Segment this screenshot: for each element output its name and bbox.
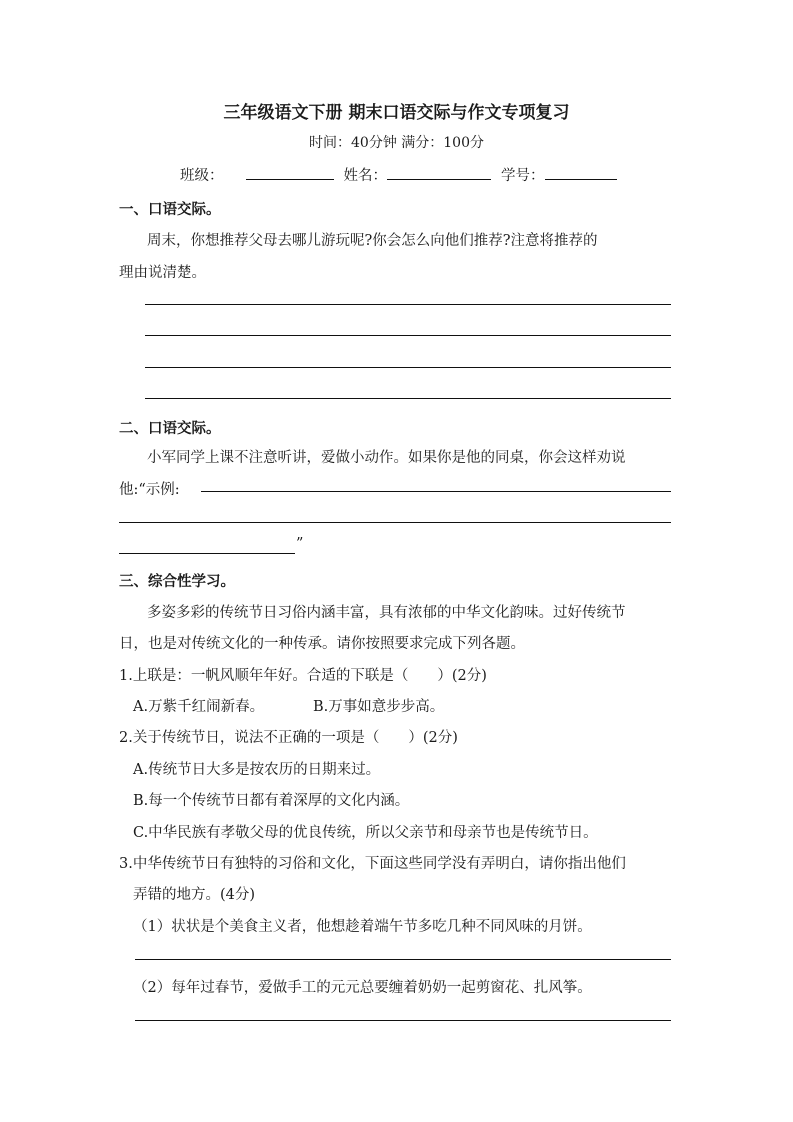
answer-line-4[interactable] xyxy=(145,398,671,399)
q1-option-b[interactable]: B.万事如意步步高。 xyxy=(313,699,445,715)
closing-quote: ” xyxy=(296,536,304,552)
section3-intro-line2: 日，也是对传统文化的一种传承。请你按照要求完成下列各题。 xyxy=(119,636,525,652)
page-title: 三年级语文下册 期末口语交际与作文专项复习 xyxy=(223,103,570,123)
number-blank[interactable] xyxy=(545,165,617,180)
section2-heading: 二、口语交际。 xyxy=(119,421,221,437)
q3-item-1: （1）状状是个美食主义者，他想趁着端午节多吃几种不同风味的月饼。 xyxy=(133,919,592,935)
number-label: 学号： xyxy=(501,168,545,184)
section2-prompt-line2: 他:“示例: xyxy=(119,482,180,498)
student-info-row xyxy=(180,164,617,185)
section3-intro-line1: 多姿多彩的传统节日习俗内涵丰富，具有浓郁的中华文化韵味。过好传统节 xyxy=(147,605,626,621)
answer-line-2[interactable] xyxy=(145,335,671,336)
q2-option-c[interactable]: C.中华民族有孝敬父母的优良传统，所以父亲节和母亲节也是传统节日。 xyxy=(133,825,598,841)
answer-line-1[interactable] xyxy=(145,304,671,305)
example-answer-line-3[interactable] xyxy=(119,553,295,554)
exam-time-score: 时间：40分钟 满分：100分 xyxy=(309,135,484,151)
section1-heading: 一、口语交际。 xyxy=(119,202,221,218)
q2-option-b[interactable]: B.每一个传统节日都有着深厚的文化内涵。 xyxy=(133,793,410,809)
question-3-line1: 3.中华传统节日有独特的习俗和文化，下面这些同学没有弄明白，请你指出他们 xyxy=(119,856,626,872)
question-2: 2.关于传统节日，说法不正确的一项是（ ）(2分) xyxy=(119,730,458,746)
answer-line-3[interactable] xyxy=(145,367,671,368)
q1-option-a[interactable]: A.万紫千红闹新春。 xyxy=(133,699,265,715)
q3-item1-answer-line[interactable] xyxy=(135,959,671,960)
q3-item-2: （2）每年过春节，爱做手工的元元总要缠着奶奶一起剪窗花、扎风筝。 xyxy=(133,980,592,996)
question-1: 1.上联是：一帆风顺年年好。合适的下联是（ ）(2分) xyxy=(119,668,487,684)
section1-prompt-line2: 理由说清楚。 xyxy=(119,265,206,281)
name-blank[interactable] xyxy=(387,165,491,180)
example-answer-line-1[interactable] xyxy=(201,491,671,492)
class-blank[interactable] xyxy=(246,165,334,180)
example-answer-line-2[interactable] xyxy=(119,522,671,523)
section3-heading: 三、综合性学习。 xyxy=(119,574,235,590)
class-label: 班级： xyxy=(180,168,224,184)
q3-item2-answer-line[interactable] xyxy=(135,1020,671,1021)
section2-prompt-line1: 小军同学上课不注意听讲，爱做小动作。如果你是他的同桌，你会这样劝说 xyxy=(147,450,626,466)
q2-option-a[interactable]: A.传统节日大多是按农历的日期来过。 xyxy=(133,762,381,778)
section1-prompt-line1: 周末，你想推荐父母去哪儿游玩呢?你会怎么向他们推荐?注意将推荐的 xyxy=(147,233,598,249)
question-3-line2: 弄错的地方。(4分) xyxy=(133,887,256,903)
name-label: 姓名： xyxy=(343,168,387,184)
